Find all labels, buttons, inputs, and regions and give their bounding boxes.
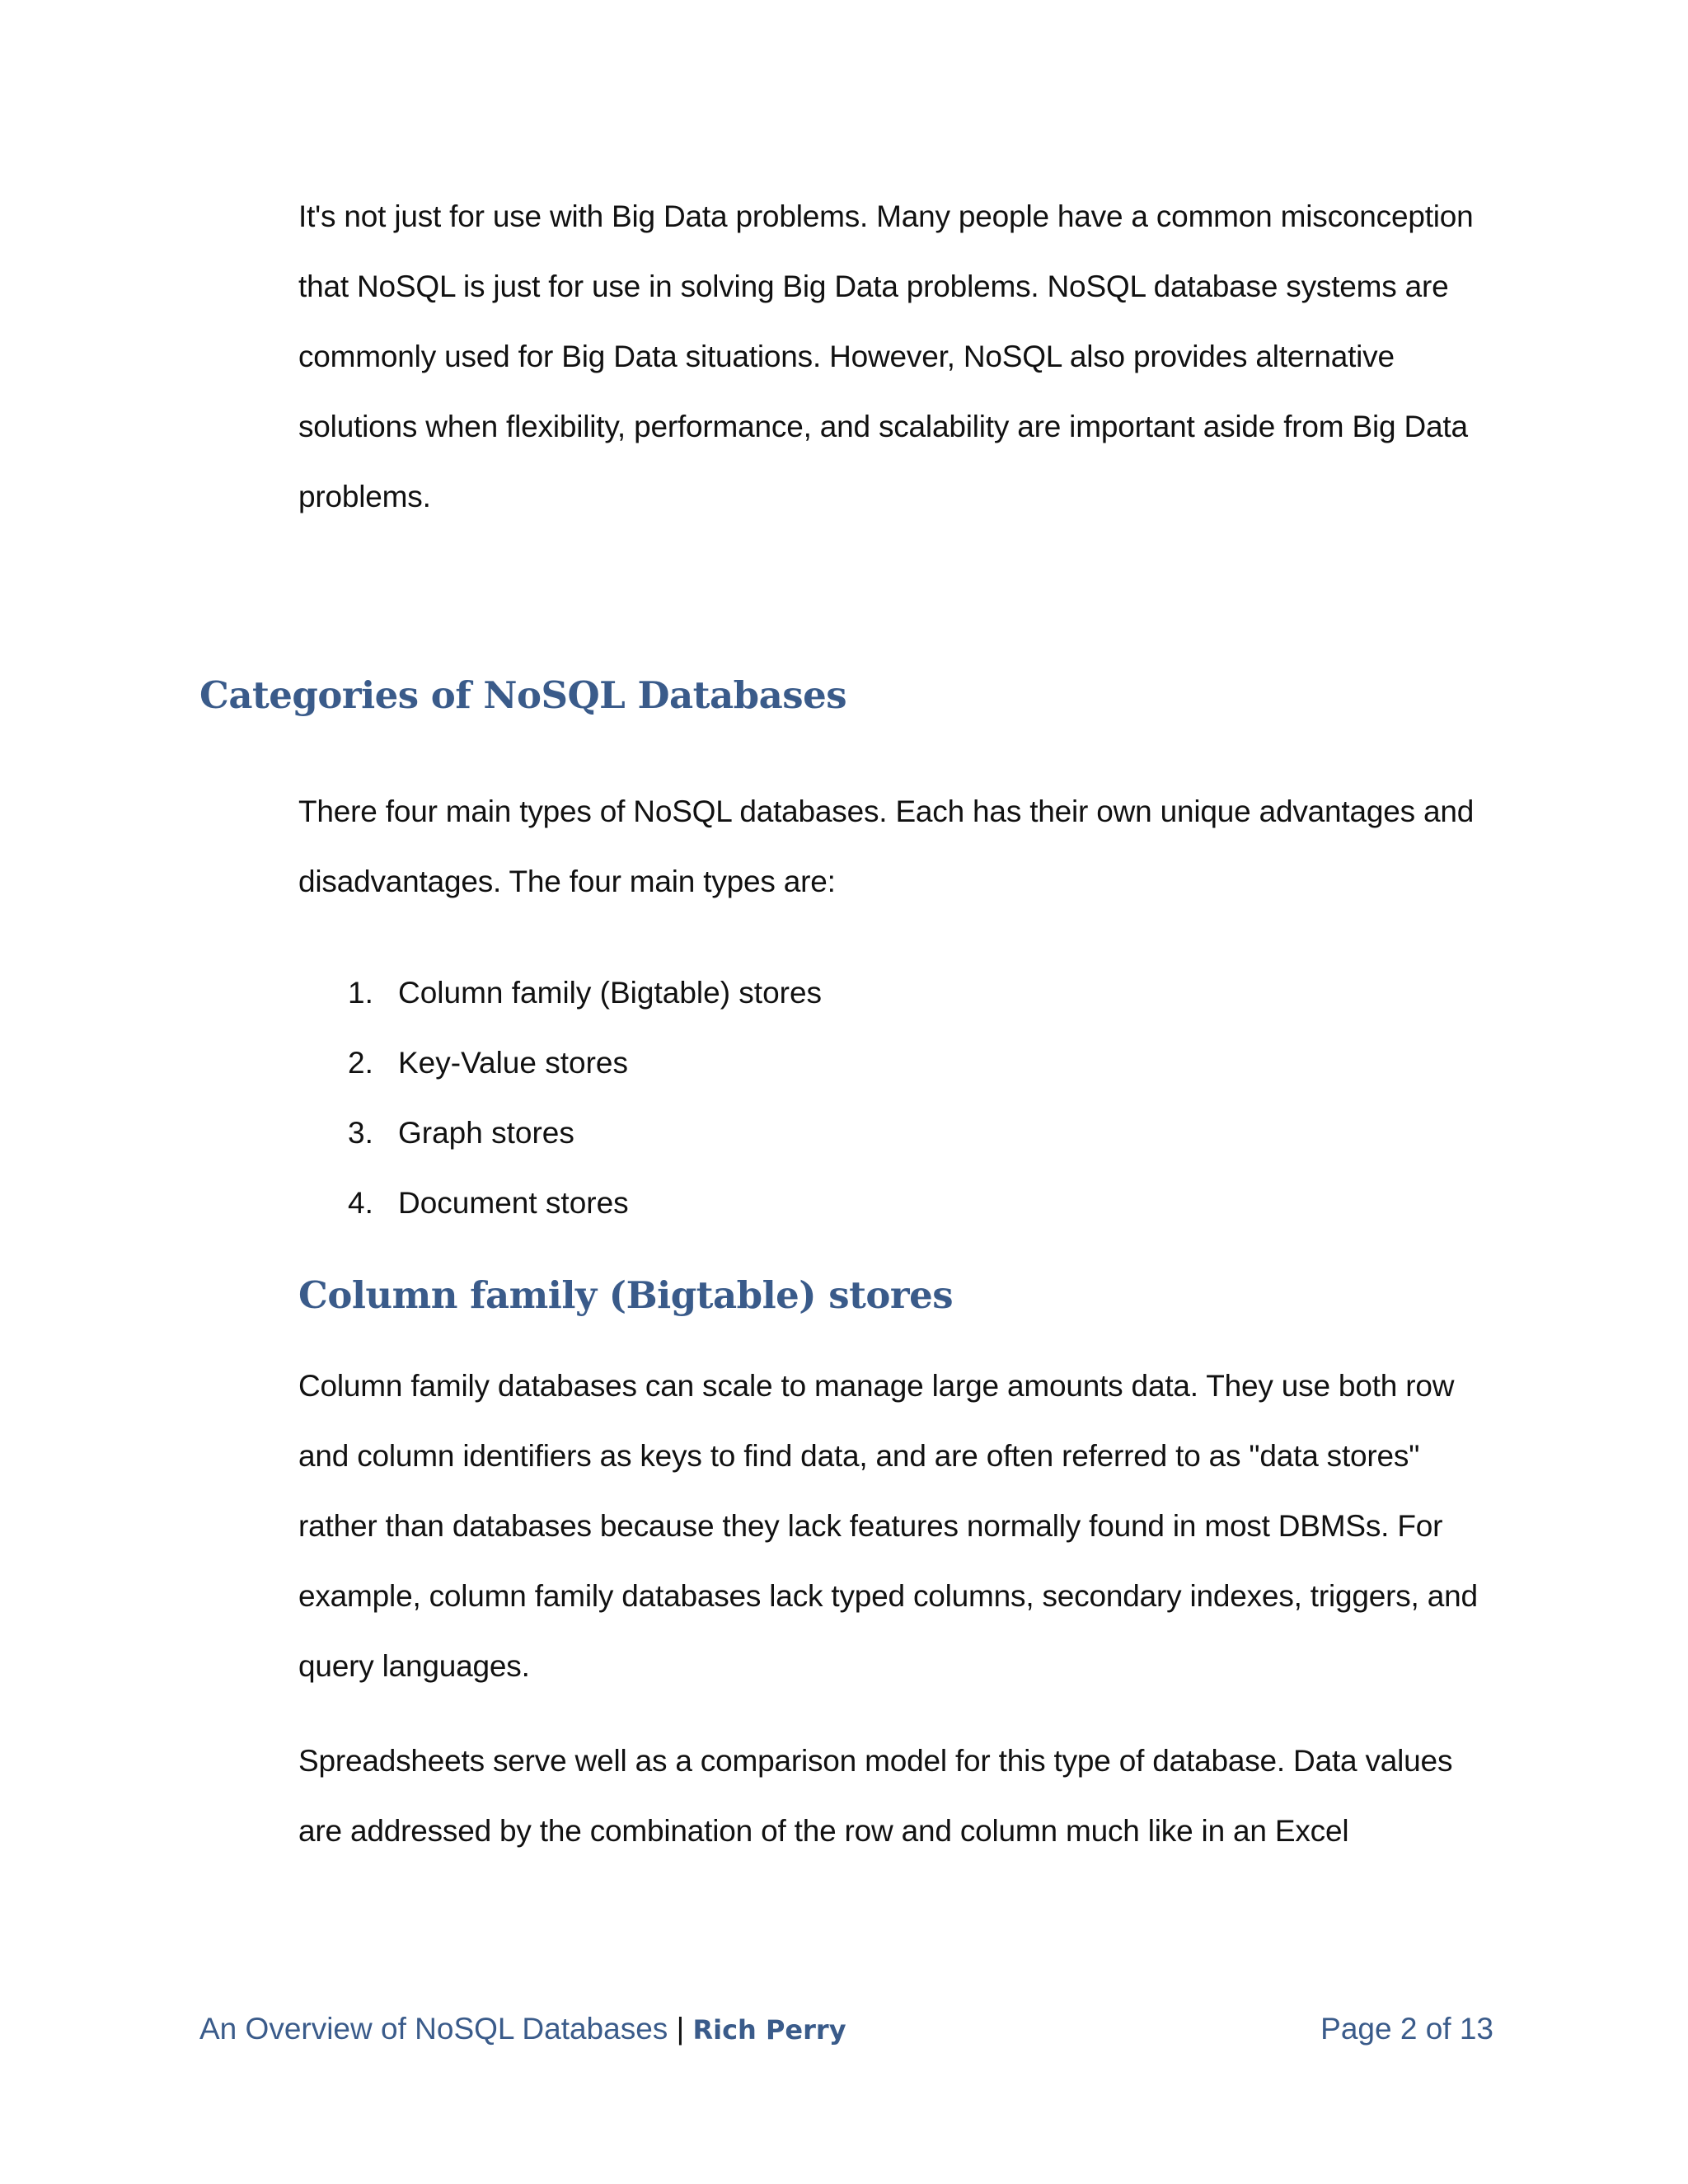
footer-document-title: An Overview of NoSQL Databases	[199, 2012, 668, 2046]
footer-page-number: Page 2 of 13	[1320, 2012, 1493, 2046]
list-item-number: 2.	[348, 1046, 373, 1080]
heading-categories: Categories of NoSQL Databases	[199, 673, 847, 717]
list-item	[298, 958, 1452, 1028]
list-item-text: Graph stores	[398, 1116, 574, 1150]
paragraph-four-types-intro: There four main types of NoSQL databases. Each has their own unique advantages and disadvantages. The four main types are:	[298, 794, 1475, 898]
list-item-text: Column family (Bigtable) stores	[398, 976, 823, 1010]
page-footer	[199, 2004, 1493, 2054]
list-item-text: Document stores	[398, 1186, 629, 1220]
list-item-number: 4.	[348, 1186, 373, 1220]
list-item	[298, 1028, 1452, 1098]
list-item	[298, 1098, 1452, 1168]
list-item-number: 3.	[348, 1116, 373, 1150]
footer-author: Rich Perry	[692, 2014, 846, 2046]
paragraph-big-data-misconception: It's not just for use with Big Data problems. Many people have a common misconception that NoSQL is just for use in solving Big Data problems. NoSQL database systems are commonly used for Big Data situations. However, NoSQL also provides alternative solutions when flexibility, performance, and scalability are important aside from Big Data problems.	[298, 199, 1474, 513]
paragraph-spreadsheet-comparison: Spreadsheets serve well as a comparison model for this type of database. Data values are addressed by the combination of the row and column much like in an Excel	[298, 1744, 1453, 1848]
list-item-number: 1.	[348, 976, 373, 1010]
footer-separator: |	[676, 2012, 685, 2046]
list-item	[298, 1168, 1452, 1238]
paragraph-column-family-description: Column family databases can scale to manage large amounts data. They use both row and column identifiers as keys to find data, and are often referred to as "data stores" rather than databases because they lack features normally found in most DBMSs. For example, column family databases lack typed columns, secondary indexes, triggers, and query languages.	[298, 1369, 1478, 1683]
types-list	[298, 958, 1452, 1238]
list-item-text: Key-Value stores	[398, 1046, 628, 1080]
heading-column-family: Column family (Bigtable) stores	[298, 1273, 954, 1317]
footer-left	[199, 2004, 846, 2055]
